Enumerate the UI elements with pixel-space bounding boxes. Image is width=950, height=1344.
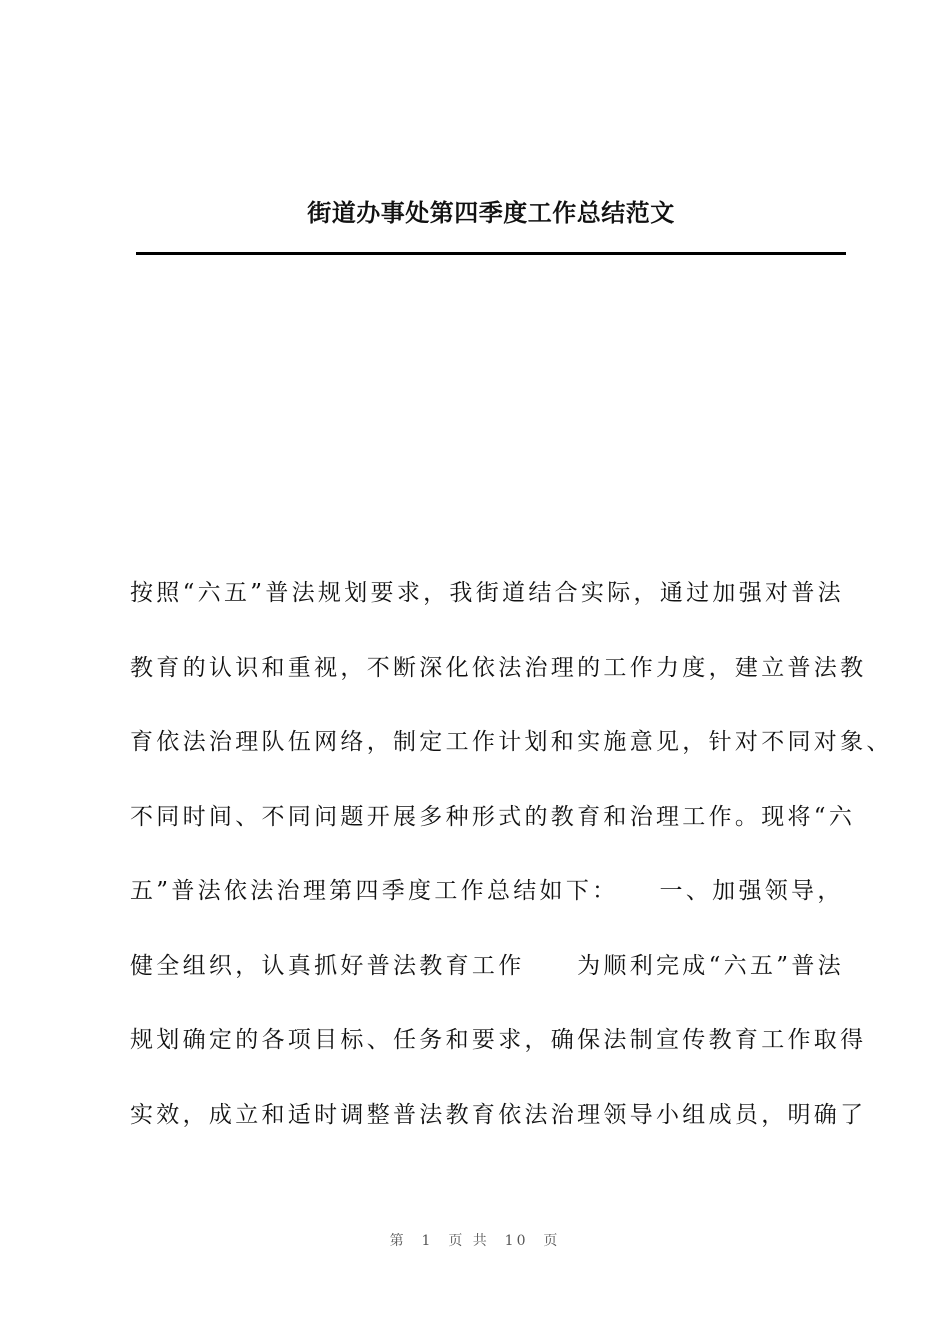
body-line: 教育的认识和重视，不断深化依法治理的工作力度，建立普法教 — [130, 654, 867, 681]
body-line: 实效，成立和适时调整普法教育依法治理领导小组成员，明确了 — [130, 1101, 867, 1128]
body-line: 健全组织，认真抓好普法教育工作 为顺利完成“六五”普法 — [130, 952, 844, 979]
body-line: 不同时间、不同问题开展多种形式的教育和治理工作。现将“六 — [130, 803, 856, 830]
page-number-footer: 第 1 页 共 10 页 — [389, 1233, 561, 1249]
document-title: 街道办事处第四季度工作总结范文 — [307, 198, 675, 227]
body-line: 按照“六五”普法规划要求，我街道结合实际，通过加强对普法 — [130, 580, 844, 606]
document-body — [130, 568, 893, 1164]
body-line: 育依法治理队伍网络，制定工作计划和实施意见，针对不同对象、 — [130, 729, 893, 755]
body-line: 五”普法依法治理第四季度工作总结如下： 一、加强领导， — [130, 878, 844, 904]
title-underline — [136, 252, 846, 255]
body-line: 规划确定的各项目标、任务和要求，确保法制宣传教育工作取得 — [130, 1027, 867, 1053]
